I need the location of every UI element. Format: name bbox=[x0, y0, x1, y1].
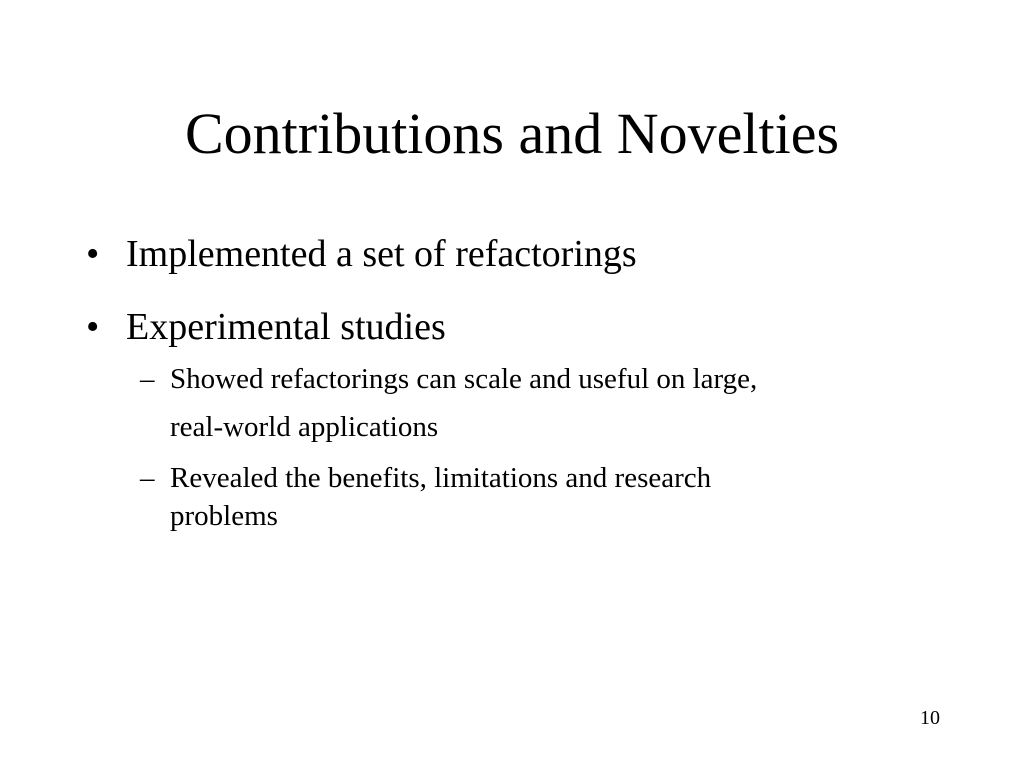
sub-item-line: Revealed the benefits, limitations and research bbox=[170, 462, 712, 494]
sub-bullet-marker: – bbox=[140, 462, 155, 494]
sub-bullet-marker: – bbox=[140, 363, 155, 395]
bullet-marker: • bbox=[86, 306, 100, 348]
sub-item-showed-scalability bbox=[126, 355, 966, 451]
sub-bullet-list bbox=[126, 355, 966, 535]
bullet-text: Experimental studies bbox=[126, 306, 446, 348]
sub-item-line: real-world applications bbox=[170, 411, 439, 443]
sub-item-line: Showed refactorings can scale and useful on large, bbox=[170, 363, 758, 395]
sub-item-line: problems bbox=[170, 500, 278, 532]
bullet-marker: • bbox=[86, 233, 100, 275]
bullet-text: Implemented a set of refactorings bbox=[126, 233, 637, 275]
sub-item-revealed-benefits bbox=[126, 459, 966, 535]
bullet-item-implemented-refactorings bbox=[86, 230, 966, 278]
slide-title: Contributions and Novelties bbox=[184, 101, 840, 166]
bullet-list bbox=[86, 230, 966, 560]
bullet-item-experimental-studies bbox=[86, 303, 966, 535]
page-number: 10 bbox=[920, 707, 940, 729]
